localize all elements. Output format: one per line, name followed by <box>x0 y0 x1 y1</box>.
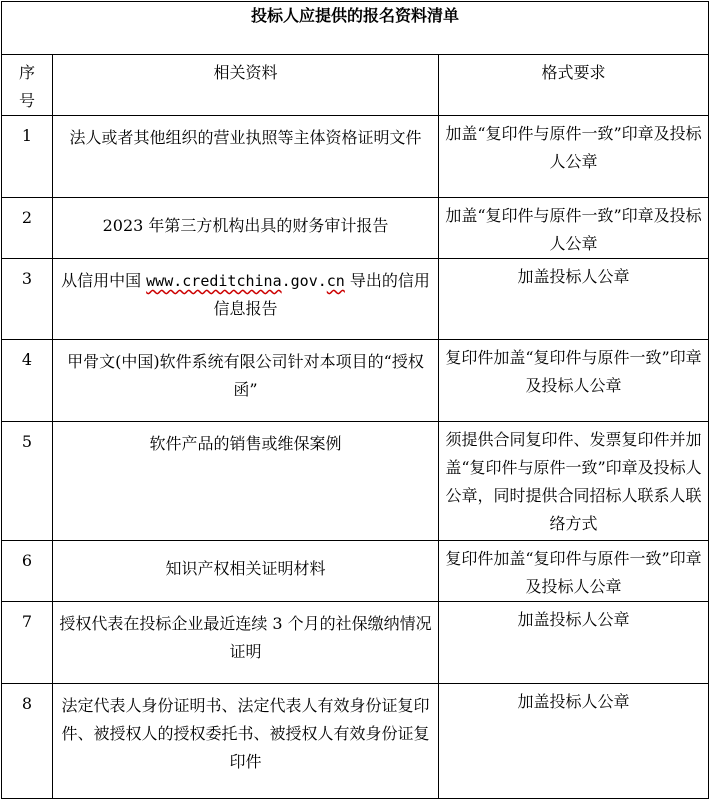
row-num: 4 <box>2 340 53 422</box>
row-num: 3 <box>2 259 53 340</box>
row-doc: 软件产品的销售或维保案例 <box>53 422 439 541</box>
row-fmt: 加盖“复印件与原件一致”印章及投标人公章 <box>439 198 709 259</box>
row-num: 5 <box>2 422 53 541</box>
row-fmt: 加盖“复印件与原件一致”印章及投标人公章 <box>439 116 709 198</box>
row-fmt: 须提供合同复印件、发票复印件并加盖“复印件与原件一致”印章及投标人公章，同时提供合同招标人联系人联络方式 <box>439 422 709 541</box>
row-num: 6 <box>2 541 53 602</box>
header-doc: 相关资料 <box>53 55 439 116</box>
row-doc: 甲骨文(中国)软件系统有限公司针对本项目的“授权函” <box>53 340 439 422</box>
row-num: 8 <box>2 684 53 799</box>
row-doc: 2023 年第三方机构出具的财务审计报告 <box>53 198 439 259</box>
table-row <box>2 198 709 259</box>
row-num: 1 <box>2 116 53 198</box>
row-fmt: 复印件加盖“复印件与原件一致”印章及投标人公章 <box>439 541 709 602</box>
row-doc: 法定代表人身份证明书、法定代表人有效身份证复印件、被授权人的授权委托书、被授权人有效身份证复印件 <box>53 684 439 799</box>
row-num: 2 <box>2 198 53 259</box>
header-fmt: 格式要求 <box>439 55 709 116</box>
row-fmt: 加盖投标人公章 <box>439 602 709 684</box>
table-title: 投标人应提供的报名资料清单 <box>2 2 709 55</box>
row-doc: 授权代表在投标企业最近连续 3 个月的社保缴纳情况证明 <box>53 602 439 684</box>
row-fmt: 加盖投标人公章 <box>439 684 709 799</box>
table-row <box>2 116 709 198</box>
credit-link[interactable]: www.creditchina <box>146 272 282 290</box>
row-fmt: 加盖投标人公章 <box>439 259 709 340</box>
table-row <box>2 340 709 422</box>
title-row <box>2 2 709 55</box>
row-doc: 知识产权相关证明材料 <box>53 541 439 602</box>
row-fmt: 复印件加盖“复印件与原件一致”印章及投标人公章 <box>439 340 709 422</box>
registration-materials-table <box>1 1 709 799</box>
row-num: 7 <box>2 602 53 684</box>
table-row <box>2 602 709 684</box>
table-row <box>2 422 709 541</box>
row-doc: 法人或者其他组织的营业执照等主体资格证明文件 <box>53 116 439 198</box>
row-doc: 从信用中国 www.creditchina.gov.cn 导出的信用信息报告 <box>53 259 439 340</box>
table-row <box>2 541 709 602</box>
table-row <box>2 259 709 340</box>
header-row <box>2 55 709 116</box>
table-row <box>2 684 709 799</box>
header-num: 序号 <box>2 55 53 116</box>
